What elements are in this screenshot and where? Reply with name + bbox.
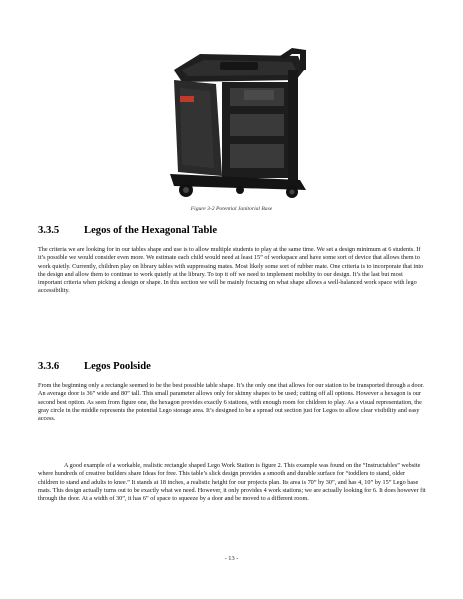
section-title: Legos of the Hexagonal Table (84, 225, 218, 236)
page-number: - 13 - (224, 555, 239, 562)
paragraph: From the beginning only a rectangle seemed to be the best possible table shape. It’s the only one that allows for our station to be transported through a door. An average door is 36” wide and 80” tall. This small parameter allows only for skinny shapes to be used; cutting off all options. However a hexagon is our second best option. As seen from figure one, the hexagon provides exactly 6 stations, with enough room for children to play. As a visual representation, the gray circle in the middle represents the potential Lego storage area. It’s designed to be a spread out section just for Legos to allow clear visibility and easy access. (38, 382, 424, 422)
janitorial-cart-figure (160, 40, 310, 200)
paragraph: The criteria we are looking for in our tables shape and use is to allow multiple students to play at the same time. We set a design minimum at 6 students. If it’s possible we would consider even more. We estimate each child would need at least 15” of workspace and have some sort of device that allows them to work quietly. Currently, children play on library tables with suppressing mates. Most likely some sort of rubber mate. One criteria is to incorporate that into the design and allow them to continue to work quietly at the library. To top it off we need to implement mobility to our design. It’s the last but most important criteria when picking a design or shape. In this section we will be mainly focusing on what shape allows a well-balanced work space with lego accessibility. (38, 246, 424, 295)
section-title: Legos Poolside (84, 361, 151, 372)
figure-caption: Figure 3-2 Potential Janitorial Base (190, 206, 273, 212)
section-number: 3.3.5 (38, 225, 60, 236)
janitorial-cart-illustration (160, 40, 310, 200)
section-heading-3-3-5 (38, 225, 217, 236)
paragraph: A good example of a workable, realistic rectangle shaped Lego Work Station is figure 2. This example was found on the “Instructables” website where hundreds of creative builders share Ideas for free. This table’s slick design provides a smooth and durable surface for “toddlers to stand, older children to stand and adults to knee.” It stands at 18 inches, a realistic height for our projects plan. Its area is 70” by 30”, and has 4, 10” by 15” Lego base mats. This design actually turns out to be exactly what we need. However, it only provides 4 work stations; we are actually looking for 6. It does however fit through the door. At a width of 30”, it has 6” of space to squeeze by a door and be moved to a different room. (38, 462, 426, 502)
section-heading-3-3-6 (38, 361, 151, 372)
section-number: 3.3.6 (38, 361, 60, 372)
brand-label-icon (180, 96, 194, 102)
